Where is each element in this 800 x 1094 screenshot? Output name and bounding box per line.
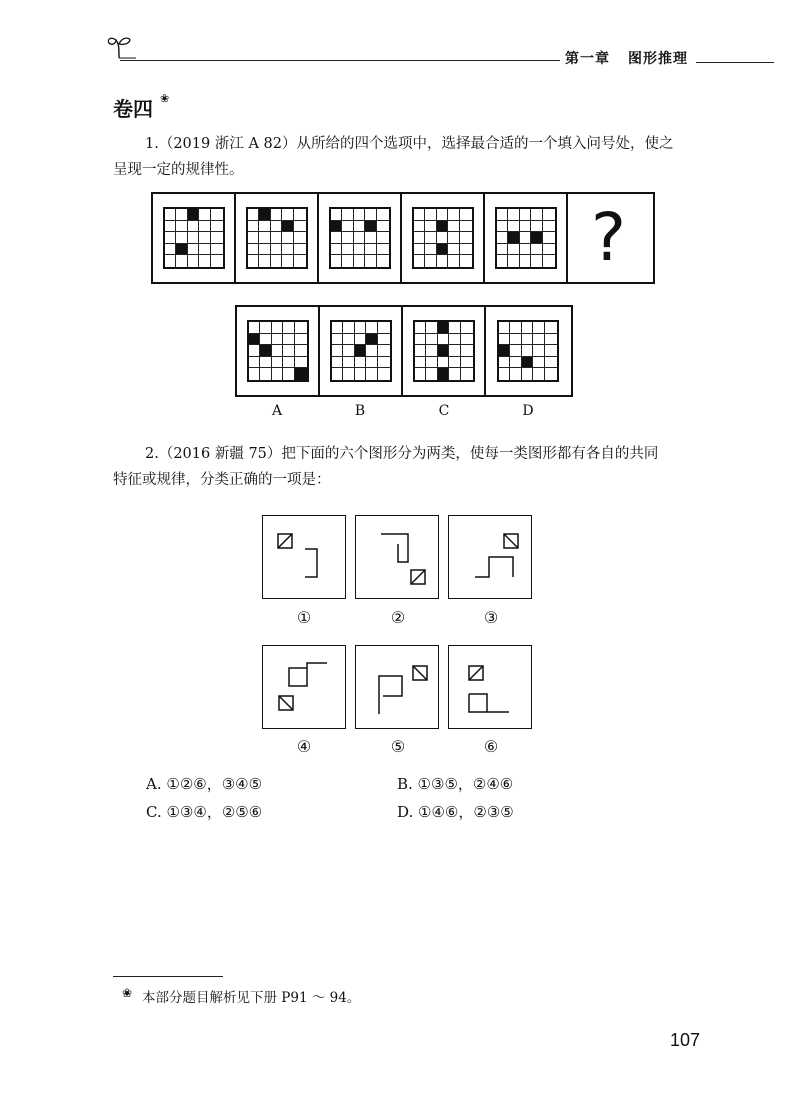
footnote-text: 本部分题目解析见下册 P91 ～ 94。 bbox=[142, 990, 361, 1006]
question-mark: ? bbox=[590, 199, 627, 276]
figure-3-label: ③ bbox=[483, 608, 499, 627]
question-2-line-2: 特征或规律，分类正确的一项是： bbox=[113, 472, 331, 488]
figure-5 bbox=[355, 645, 439, 729]
grid-figure bbox=[497, 320, 559, 382]
option-a-figure[interactable] bbox=[237, 307, 320, 395]
grid-figure bbox=[247, 320, 309, 382]
header-title: 图形推理 bbox=[628, 51, 688, 67]
figure-1 bbox=[262, 515, 346, 599]
header-rule-right bbox=[696, 62, 774, 63]
question-1-text bbox=[113, 131, 693, 183]
sequence-question-cell bbox=[568, 194, 649, 282]
header-chapter: 第一章 bbox=[565, 51, 610, 67]
figure-3 bbox=[448, 515, 532, 599]
choice-b[interactable]: B. ①③⑤，②④⑥ bbox=[397, 775, 514, 793]
grid-figure bbox=[246, 207, 308, 269]
option-a-label: A bbox=[271, 403, 283, 419]
choice-d[interactable]: D. ①④⑥，②③⑤ bbox=[397, 803, 514, 821]
sequence-figure-2 bbox=[236, 194, 319, 282]
question-1-line-2: 呈现一定的规律性。 bbox=[113, 162, 244, 178]
sequence-figure-1 bbox=[153, 194, 236, 282]
footnote-mark: ❀ bbox=[122, 986, 133, 1000]
question-1-sequence bbox=[151, 192, 655, 284]
footnote-rule bbox=[113, 976, 223, 977]
grid-figure bbox=[412, 207, 474, 269]
figure-2-label: ② bbox=[390, 608, 406, 627]
header-rule-left bbox=[120, 60, 560, 61]
option-c-figure[interactable] bbox=[403, 307, 486, 395]
page-number: 107 bbox=[670, 1030, 701, 1050]
section-footnote-mark: ❀ bbox=[160, 92, 170, 105]
figure-6 bbox=[448, 645, 532, 729]
question-2-line-1: 2.（2016 新疆 75）把下面的六个图形分为两类，使每一类图形都有各自的共同 bbox=[145, 446, 659, 462]
question-2-text bbox=[113, 441, 693, 493]
question-1-line-1: 1.（2019 浙江 A 82）从所给的四个选项中，选择最合适的一个填入问号处，使之 bbox=[145, 136, 674, 152]
sequence-figure-5 bbox=[485, 194, 568, 282]
section-title: 卷四 bbox=[113, 97, 153, 121]
figure-6-label: ⑥ bbox=[483, 737, 499, 756]
grid-figure bbox=[163, 207, 225, 269]
question-1-options bbox=[235, 305, 573, 397]
figure-2 bbox=[355, 515, 439, 599]
figure-4-label: ④ bbox=[296, 737, 312, 756]
sequence-figure-3 bbox=[319, 194, 402, 282]
option-b-figure[interactable] bbox=[320, 307, 403, 395]
choice-a[interactable]: A. ①②⑥，③④⑤ bbox=[146, 775, 263, 793]
figure-1-label: ① bbox=[296, 608, 312, 627]
figure-4 bbox=[262, 645, 346, 729]
choice-c[interactable]: C. ①③④，②⑤⑥ bbox=[146, 803, 263, 821]
option-b-label: B bbox=[354, 403, 366, 419]
grid-figure bbox=[329, 207, 391, 269]
option-c-label: C bbox=[438, 403, 450, 419]
grid-figure bbox=[495, 207, 557, 269]
figure-5-label: ⑤ bbox=[390, 737, 406, 756]
option-d-figure[interactable] bbox=[486, 307, 569, 395]
grid-figure bbox=[330, 320, 392, 382]
leaf-logo bbox=[106, 34, 136, 60]
grid-figure bbox=[413, 320, 475, 382]
sequence-figure-4 bbox=[402, 194, 485, 282]
option-d-label: D bbox=[522, 403, 534, 419]
